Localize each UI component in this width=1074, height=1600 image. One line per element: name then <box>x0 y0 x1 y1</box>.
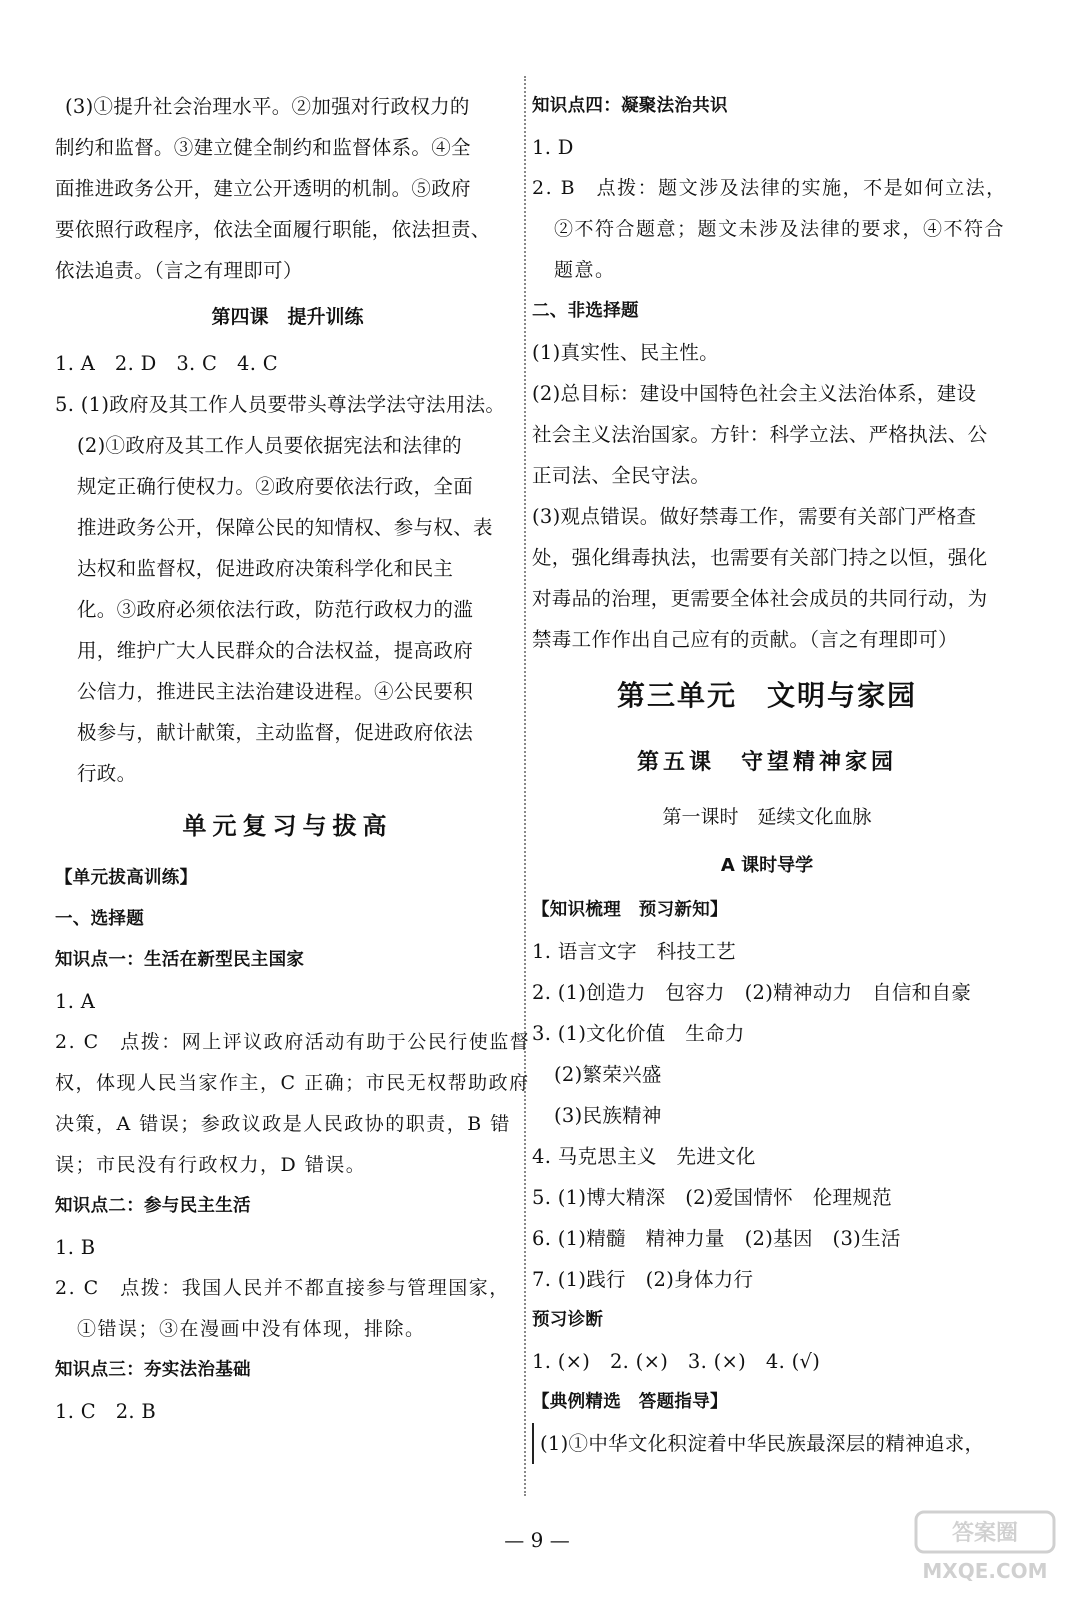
answer-line: 7. (1)践行 (2)身体力行 <box>532 1268 754 1291</box>
watermark-logo <box>910 1508 1060 1588</box>
answer-line: 5. (1)博大精深 (2)爱国情怀 伦理规范 <box>532 1186 892 1209</box>
text-line: 面推进政务公开，建立公开透明的机制。⑤政府 <box>55 177 471 200</box>
answer-line: 决策，A 错误；参政议政是人民政协的职责，B 错 <box>55 1113 511 1135</box>
text-line: 用，维护广大人民群众的合法权益，提高政府 <box>77 639 474 662</box>
answer-line: 1. D <box>532 136 574 159</box>
a-section-title: A 课时导学 <box>720 855 814 876</box>
text-line: 推进政务公开，保障公民的知情权、参与权、表 <box>77 516 493 539</box>
section-heading: 预习诊断 <box>532 1310 604 1330</box>
knowledge-point-title: 知识点二：参与民主生活 <box>55 1196 251 1216</box>
text-line: 达权和监督权，促进政府决策科学化和民主 <box>77 557 454 580</box>
text-line: 制约和监督。③建立健全制约和监督体系。④全 <box>55 136 471 159</box>
text-line: 行政。 <box>77 762 137 785</box>
svg-text:答案圈: 答案圈 <box>951 1521 1019 1546</box>
text-line: 5. (1)政府及其工作人员要带头尊法学法守法用法。 <box>55 393 506 416</box>
text-line: (3)观点错误。做好禁毒工作，需要有关部门严格查 <box>532 505 977 528</box>
page-number: — 9 — <box>504 1528 570 1552</box>
text-line: 处，强化缉毒执法，也需要有关部门持之以恒，强化 <box>532 546 988 569</box>
text-line: 要依照行政程序，依法全面履行职能，依法担责、 <box>55 218 491 241</box>
section-heading: 【典例精选 答题指导】 <box>532 1392 728 1412</box>
section-heading: 【单元拔高训练】 <box>55 868 198 888</box>
svg-text:MXQE.COM: MXQE.COM <box>922 1559 1048 1583</box>
text-line: (1)①中华文化积淀着中华民族最深层的精神追求， <box>532 1423 1002 1464</box>
answer-line: 2. C 点拨：网上评议政府活动有助于公民行使监督 <box>55 1031 531 1053</box>
text-line: 化。③政府必须依法行政，防范行政权力的滥 <box>77 598 474 621</box>
answer-line: 1. C 2. B <box>55 1400 157 1423</box>
answer-line: 6. (1)精髓 精神力量 (2)基因 (3)生活 <box>532 1227 901 1250</box>
answer-line: 2. C 点拨：我国人民并不都直接参与管理国家， <box>55 1277 510 1299</box>
text-line: 公信力，推进民主法治建设进程。④公民要积 <box>77 680 474 703</box>
answer-line: 3. (1)文化价值 生命力 <box>532 1022 745 1045</box>
text-line: 极参与，献计献策，主动监督，促进政府依法 <box>77 721 474 744</box>
lesson5-title: 第五课 守望精神家园 <box>636 749 897 775</box>
text-line: 禁毒工作作出自己应有的贡献。（言之有理即可） <box>532 628 958 651</box>
answer-line: 2. (1)创造力 包容力 (2)精神动力 自信和自豪 <box>532 981 972 1004</box>
answer-line: 误；市民没有行政权力，D 错误。 <box>55 1154 367 1176</box>
answer-line: (2)繁荣兴盛 <box>554 1063 662 1086</box>
left-column <box>55 86 531 1432</box>
answer-line: 1. (×) 2. (×) 3. (×) 4. (√) <box>532 1350 821 1373</box>
text-line: (2)总目标：建设中国特色社会主义法治体系，建设 <box>532 382 977 405</box>
answer-line: (3)民族精神 <box>554 1104 662 1127</box>
text-line: 社会主义法治国家。方针：科学立法、严格执法、公 <box>532 423 988 446</box>
answer-line: 1. B <box>55 1236 96 1259</box>
unit-review-title: 单元复习与拔高 <box>182 811 393 840</box>
answer-line: ②不符合题意；题文未涉及法律的要求，④不符合 <box>554 218 1006 240</box>
text-line: 正司法、全民守法。 <box>532 464 711 487</box>
period-title: 第一课时 延续文化血脉 <box>662 806 872 828</box>
knowledge-point-title: 知识点四：凝聚法治共识 <box>532 96 728 116</box>
right-column <box>532 86 1007 1464</box>
lesson4-answers: 1. A 2. D 3. C 4. C <box>55 352 278 375</box>
lesson4-title: 第四课 提升训练 <box>211 306 364 328</box>
knowledge-point-title: 知识点三：夯实法治基础 <box>55 1360 251 1380</box>
column-divider <box>524 76 527 1496</box>
answer-line: 题意。 <box>554 259 616 281</box>
answer-line: 1. 语言文字 科技工艺 <box>532 940 736 963</box>
answer-line: 2. B 点拨：题文涉及法律的实施，不是如何立法， <box>532 177 1007 199</box>
text-line: (3)①提升社会治理水平。②加强对行政权力的 <box>65 95 470 118</box>
text-line: 对毒品的治理，更需要全体社会成员的共同行动，为 <box>532 587 988 610</box>
text-line: (2)①政府及其工作人员要依据宪法和法律的 <box>77 434 462 457</box>
section-heading: 一、选择题 <box>55 909 144 929</box>
answer-line: ①错误；③在漫画中没有体现，排除。 <box>77 1318 426 1340</box>
text-line: 依法追责。（言之有理即可） <box>55 259 303 282</box>
answer-line: 权，体现人民当家作主，C 正确；市民无权帮助政府 <box>55 1072 530 1094</box>
knowledge-point-title: 知识点一：生活在新型民主国家 <box>55 950 305 970</box>
unit3-title: 第三单元 文明与家园 <box>616 679 917 712</box>
text-line: 规定正确行使权力。②政府要依法行政，全面 <box>77 475 474 498</box>
answer-line: 1. A <box>55 990 96 1013</box>
text-line: (1)真实性、民主性。 <box>532 341 719 364</box>
answer-line: 4. 马克思主义 先进文化 <box>532 1145 756 1168</box>
section-heading: 二、非选择题 <box>532 301 639 321</box>
section-heading: 【知识梳理 预习新知】 <box>532 900 728 920</box>
